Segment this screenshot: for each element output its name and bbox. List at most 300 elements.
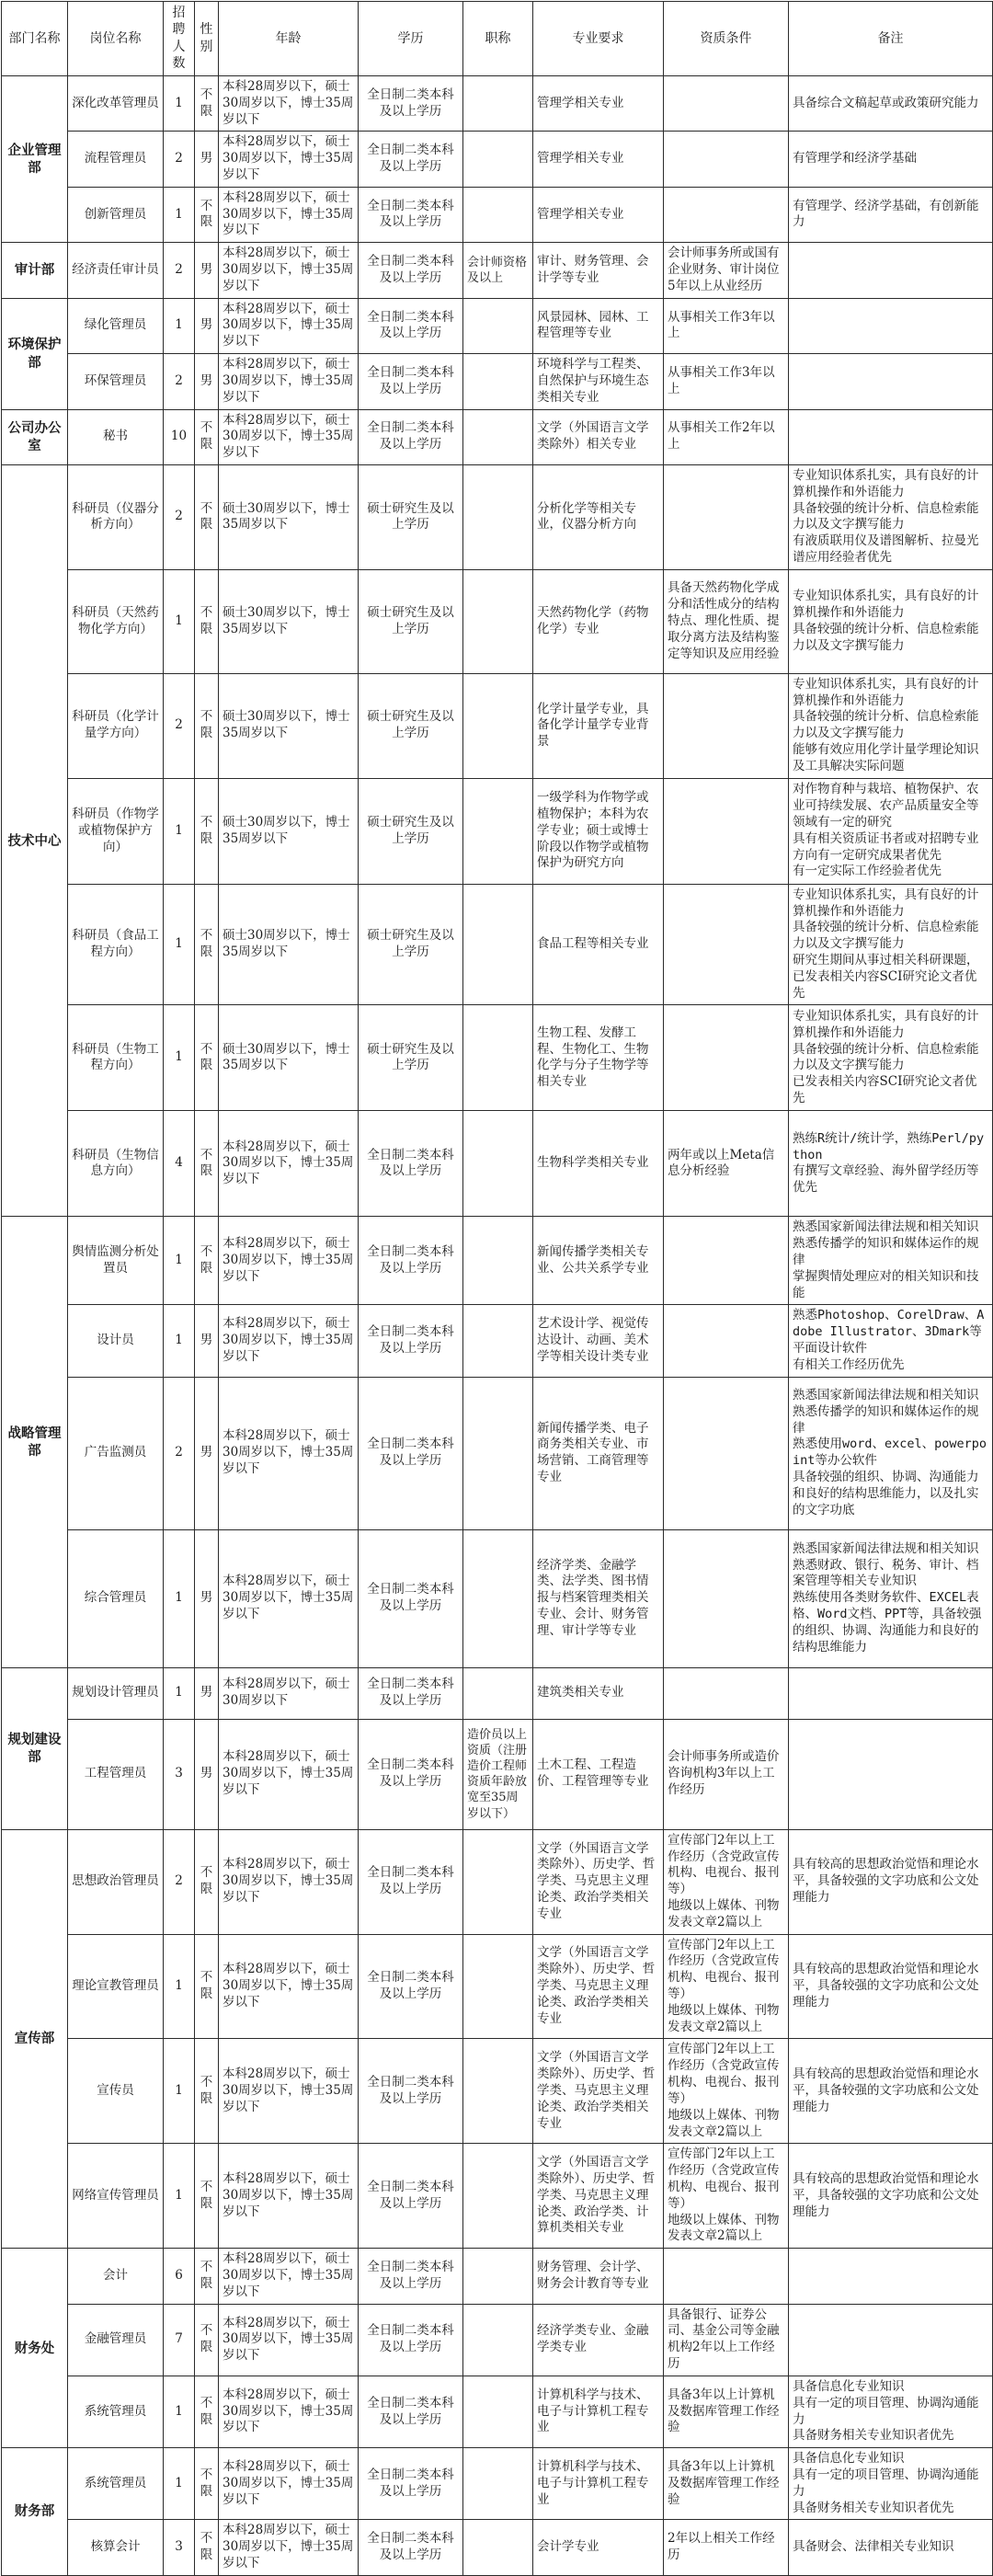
table-row [2, 1934, 993, 2039]
age-cell: 本科28周岁以下，硕士30周岁以下，博士35周岁以下 [219, 2144, 359, 2249]
sex-cell: 不限 [195, 2520, 219, 2575]
education-cell: 全日制二类本科及以上学历 [359, 1217, 463, 1305]
notes-cell-line: 具备较强的统计分析、信息检索能力以及文字撰写能力 [793, 709, 979, 741]
department-cell: 战略管理部 [2, 1217, 68, 1667]
count-cell: 3 [164, 1719, 195, 1829]
table-row [2, 1667, 993, 1719]
department-cell: 审计部 [2, 243, 68, 298]
notes-cell: 有管理学、经济学基础，有创新能力 [789, 187, 993, 242]
count-cell: 1 [164, 569, 195, 673]
table-row [2, 187, 993, 242]
qualification-cell [664, 2144, 789, 2249]
sex-cell: 不限 [195, 2448, 219, 2520]
notes-cell [789, 1217, 993, 1305]
notes-cell [789, 243, 993, 298]
title-cell [463, 884, 533, 1005]
education-cell: 全日制二类本科及以上学历 [359, 132, 463, 187]
position-cell: 会计 [68, 2249, 164, 2304]
position-cell: 科研员（食品工程方向） [68, 884, 164, 1005]
sex-cell: 男 [195, 298, 219, 353]
title-cell [463, 298, 533, 353]
sex-cell: 不限 [195, 673, 219, 778]
sex-cell: 男 [195, 1529, 219, 1667]
qualification-cell [664, 2249, 789, 2304]
notes-cell-line: 有液质联用仪及谱图解析、拉曼光谱应用经验者优先 [793, 533, 979, 565]
table-row [2, 298, 993, 353]
age-cell: 本科28周岁以下，硕士30周岁以下，博士35周岁以下 [219, 409, 359, 464]
sex-cell: 不限 [195, 464, 219, 569]
major-cell: 财务管理、会计学、财务会计教育等专业 [533, 2249, 664, 2304]
table-row [2, 2520, 993, 2575]
notes-cell-line: 专业知识体系扎实，具有良好的计算机操作和外语能力 [793, 467, 979, 499]
table-row [2, 1529, 993, 1667]
title-cell [463, 1305, 533, 1377]
notes-cell-line: 研究生期间从事过相关科研课题，已发表相关内容SCI研究论文者优先 [793, 952, 979, 1001]
major-cell: 新闻传播学类相关专业、公共关系学专业 [533, 1217, 664, 1305]
notes-cell-line: 专业知识体系扎实，具有良好的计算机操作和外语能力 [793, 676, 979, 708]
position-cell: 绿化管理员 [68, 298, 164, 353]
count-cell: 1 [164, 2144, 195, 2249]
count-cell: 10 [164, 409, 195, 464]
qualification-cell-line: 地级以上媒体、刊物发表文章2篇以上 [668, 2002, 780, 2034]
header-major: 专业要求 [533, 2, 664, 76]
header-position: 岗位名称 [68, 2, 164, 76]
notes-cell-line: 具备财务相关专业知识者优先 [793, 2500, 954, 2515]
title-cell: 造价员以上资质（注册造价工程师资质年龄放宽至35周岁以下） [463, 1719, 533, 1829]
age-cell: 本科28周岁以下，硕士30周岁以下，博士35周岁以下 [219, 1719, 359, 1829]
department-cell: 财务处 [2, 2249, 68, 2448]
notes-cell-line: 专业知识体系扎实，具有良好的计算机操作和外语能力 [793, 887, 979, 919]
notes-cell [789, 884, 993, 1005]
notes-cell: 有管理学和经济学基础 [789, 132, 993, 187]
education-cell: 全日制二类本科及以上学历 [359, 2376, 463, 2447]
qualification-cell: 具备3年以上计算机及数据库管理工作经验 [664, 2448, 789, 2520]
notes-cell [789, 1719, 993, 1829]
title-cell [463, 1667, 533, 1719]
qualification-cell-line: 地级以上媒体、刊物发表文章2篇以上 [668, 2212, 780, 2244]
table-row [2, 884, 993, 1005]
education-cell: 全日制二类本科及以上学历 [359, 1529, 463, 1667]
major-cell: 一级学科为作物学或植物保护；本科为农学专业；硕士或博士阶段以作物学或植物保护为研究方向 [533, 778, 664, 884]
position-cell: 核算会计 [68, 2520, 164, 2575]
major-cell: 经济学类、金融学类、法学类、图书情报与档案管理类相关专业、会计、财务管理、审计学等专业 [533, 1529, 664, 1667]
age-cell: 本科28周岁以下，硕士30周岁以下，博士35周岁以下 [219, 1529, 359, 1667]
sex-cell: 不限 [195, 2304, 219, 2376]
title-cell [463, 2304, 533, 2376]
age-cell: 硕士30周岁以下，博士35周岁以下 [219, 464, 359, 569]
notes-cell [789, 2448, 993, 2520]
age-cell: 本科28周岁以下，硕士30周岁以下，博士35周岁以下 [219, 243, 359, 298]
qualification-cell: 从事相关工作3年以上 [664, 298, 789, 353]
education-cell: 全日制二类本科及以上学历 [359, 2304, 463, 2376]
age-cell: 本科28周岁以下，硕士30周岁以下，博士35周岁以下 [219, 187, 359, 242]
department-cell: 规划建设部 [2, 1667, 68, 1829]
table-row [2, 1377, 993, 1529]
notes-cell-line: 具备较强的统计分析、信息检索能力以及文字撰写能力 [793, 500, 979, 532]
notes-cell [789, 1667, 993, 1719]
department-cell: 环境保护部 [2, 298, 68, 409]
qualification-cell [664, 187, 789, 242]
major-cell: 管理学相关专业 [533, 132, 664, 187]
table-row [2, 2144, 993, 2249]
notes-cell-line: 具备信息化专业知识 [793, 2451, 905, 2467]
header-notes: 备注 [789, 2, 993, 76]
education-cell: 全日制二类本科及以上学历 [359, 1305, 463, 1377]
education-cell: 全日制二类本科及以上学历 [359, 2249, 463, 2304]
sex-cell: 不限 [195, 569, 219, 673]
notes-cell-line: 专业知识体系扎实，具有良好的计算机操作和外语能力 [793, 1008, 979, 1040]
title-cell [463, 778, 533, 884]
header-sex: 性别 [195, 2, 219, 76]
department-cell: 公司办公室 [2, 409, 68, 464]
age-cell: 本科28周岁以下，硕士30周岁以下，博士35周岁以下 [219, 298, 359, 353]
major-cell: 建筑类相关专业 [533, 1667, 664, 1719]
major-cell: 管理学相关专业 [533, 75, 664, 131]
sex-cell: 不限 [195, 2039, 219, 2144]
title-cell [463, 464, 533, 569]
sex-cell: 男 [195, 1719, 219, 1829]
education-cell: 硕士研究生及以上学历 [359, 569, 463, 673]
table-row [2, 243, 993, 298]
qualification-cell: 从事相关工作3年以上 [664, 354, 789, 409]
education-cell: 全日制二类本科及以上学历 [359, 1829, 463, 1934]
department-cell: 技术中心 [2, 464, 68, 1216]
count-cell: 2 [164, 464, 195, 569]
position-cell: 深化改革管理员 [68, 75, 164, 131]
age-cell: 本科28周岁以下，硕士30周岁以下，博士35周岁以下 [219, 2520, 359, 2575]
position-cell: 科研员（化学计量学方向） [68, 673, 164, 778]
notes-cell-line: 有一定实际工作经验者优先 [793, 864, 942, 879]
notes-cell-line: 熟悉国家新闻法律法规和相关知识 [793, 1540, 979, 1556]
sex-cell: 男 [195, 132, 219, 187]
position-cell: 科研员（作物学或植物保护方向） [68, 778, 164, 884]
notes-cell [789, 2376, 993, 2447]
table-row [2, 1829, 993, 1934]
count-cell: 2 [164, 243, 195, 298]
major-cell: 文学（外国语言文学类除外）、历史学、哲学类、马克思主义理论类、政治学类相关专业 [533, 1829, 664, 1934]
recruitment-table [1, 1, 993, 2576]
title-cell: 会计师资格及以上 [463, 243, 533, 298]
education-cell: 全日制二类本科及以上学历 [359, 187, 463, 242]
count-cell: 7 [164, 2304, 195, 2376]
qualification-cell [664, 1667, 789, 1719]
title-cell [463, 2376, 533, 2447]
position-cell: 环保管理员 [68, 354, 164, 409]
age-cell: 硕士30周岁以下，博士35周岁以下 [219, 884, 359, 1005]
count-cell: 2 [164, 673, 195, 778]
notes-cell-line: 熟悉国家新闻法律法规和相关知识 [793, 1219, 979, 1235]
sex-cell: 不限 [195, 2249, 219, 2304]
header-count: 招聘人数 [164, 2, 195, 76]
sex-cell: 不限 [195, 1005, 219, 1111]
qualification-cell [664, 1829, 789, 1934]
table-row [2, 1719, 993, 1829]
major-cell: 管理学相关专业 [533, 187, 664, 242]
title-cell [463, 2520, 533, 2575]
table-row [2, 2448, 993, 2520]
notes-cell [789, 354, 993, 409]
notes-cell-line: 熟练使用各类财务软件、EXCEL表格、Word文档、PPT等，具备较强的组织、协调、沟通能力和良好的结构思维能力 [793, 1590, 982, 1654]
title-cell [463, 409, 533, 464]
title-cell [463, 1529, 533, 1667]
title-cell [463, 2249, 533, 2304]
count-cell: 1 [164, 187, 195, 242]
title-cell [463, 1217, 533, 1305]
sex-cell: 不限 [195, 1829, 219, 1934]
notes-cell-line: 熟悉财政、银行、税务、审计、档案管理等相关专业知识 [793, 1557, 979, 1589]
notes-cell-line: 具备财务相关专业知识者优先 [793, 2428, 954, 2444]
sex-cell: 不限 [195, 1217, 219, 1305]
count-cell: 2 [164, 1829, 195, 1934]
title-cell [463, 132, 533, 187]
education-cell: 硕士研究生及以上学历 [359, 673, 463, 778]
qualification-cell-line: 宣传部门2年以上工作经历（含党政宣传机构、电视台、报刊等） [668, 1832, 780, 1897]
title-cell [463, 1934, 533, 2039]
sex-cell: 不限 [195, 409, 219, 464]
count-cell: 1 [164, 778, 195, 884]
notes-cell-line: 有撰写文章经验、海外留学经历等优先 [793, 1163, 979, 1196]
count-cell: 1 [164, 2039, 195, 2144]
qualification-cell [664, 132, 789, 187]
notes-cell-line: 具有相关资质证书者或对招聘专业方向有一定研究成果者优先 [793, 830, 979, 863]
table-row [2, 1217, 993, 1305]
title-cell [463, 1111, 533, 1217]
qualification-cell: 会计师事务所或造价咨询机构3年以上工作经历 [664, 1719, 789, 1829]
position-cell: 理论宣教管理员 [68, 1934, 164, 2039]
title-cell [463, 2039, 533, 2144]
sex-cell: 男 [195, 1667, 219, 1719]
position-cell: 综合管理员 [68, 1529, 164, 1667]
education-cell: 全日制二类本科及以上学历 [359, 2039, 463, 2144]
notes-cell [789, 1529, 993, 1667]
age-cell: 本科28周岁以下，硕士30周岁以下，博士35周岁以下 [219, 354, 359, 409]
title-cell [463, 354, 533, 409]
table-row [2, 1305, 993, 1377]
table-header-row [2, 2, 993, 76]
count-cell: 2 [164, 132, 195, 187]
notes-cell: 具备财会、法律相关专业知识 [789, 2520, 993, 2575]
education-cell: 全日制二类本科及以上学历 [359, 298, 463, 353]
major-cell: 艺术设计学、视觉传达设计、动画、美术学等相关设计类专业 [533, 1305, 664, 1377]
count-cell: 1 [164, 1529, 195, 1667]
education-cell: 硕士研究生及以上学历 [359, 884, 463, 1005]
major-cell: 化学计量学专业，具备化学计量学专业背景 [533, 673, 664, 778]
qualification-cell: 会计师事务所或国有企业财务、审计岗位5年以上从业经历 [664, 243, 789, 298]
position-cell: 科研员（生物工程方向） [68, 1005, 164, 1111]
table-row [2, 2249, 993, 2304]
count-cell: 1 [164, 2448, 195, 2520]
education-cell: 硕士研究生及以上学历 [359, 778, 463, 884]
notes-cell-line: 具备信息化专业知识 [793, 2378, 905, 2394]
major-cell: 分析化学等相关专业，仪器分析方向 [533, 464, 664, 569]
notes-cell: 具有较高的思想政治觉悟和理论水平，具备较强的文字功底和公文处理能力 [789, 2144, 993, 2249]
title-cell [463, 187, 533, 242]
table-row [2, 2039, 993, 2144]
qualification-cell [664, 1377, 789, 1529]
position-cell: 舆情监测分析处置员 [68, 1217, 164, 1305]
sex-cell: 不限 [195, 778, 219, 884]
age-cell: 硕士30周岁以下，博士35周岁以下 [219, 673, 359, 778]
position-cell: 系统管理员 [68, 2376, 164, 2447]
sex-cell: 不限 [195, 1111, 219, 1217]
major-cell: 风景园林、园林、工程管理等专业 [533, 298, 664, 353]
notes-cell [789, 1005, 993, 1111]
age-cell: 本科28周岁以下，硕士30周岁以下，博士35周岁以下 [219, 1377, 359, 1529]
major-cell: 土木工程、工程造价、工程管理等专业 [533, 1719, 664, 1829]
header-age: 年龄 [219, 2, 359, 76]
notes-cell-line: 具有一定的项目管理、协调沟通能力 [793, 2395, 979, 2427]
table-row [2, 1005, 993, 1111]
position-cell: 金融管理员 [68, 2304, 164, 2376]
notes-cell: 具有较高的思想政治觉悟和理论水平，具备较强的文字功底和公文处理能力 [789, 1934, 993, 2039]
header-qualification: 资质条件 [664, 2, 789, 76]
age-cell: 本科28周岁以下，硕士30周岁以下，博士35周岁以下 [219, 75, 359, 131]
education-cell: 全日制二类本科及以上学历 [359, 1111, 463, 1217]
notes-cell-line: 具备较强的统计分析、信息检索能力以及文字撰写能力 [793, 920, 979, 952]
age-cell: 硕士30周岁以下，博士35周岁以下 [219, 1005, 359, 1111]
count-cell: 1 [164, 298, 195, 353]
major-cell: 文学（外国语言文学类除外）相关专业 [533, 409, 664, 464]
department-cell: 宣传部 [2, 1829, 68, 2249]
count-cell: 2 [164, 1377, 195, 1529]
position-cell: 流程管理员 [68, 132, 164, 187]
qualification-cell-line: 宣传部门2年以上工作经历（含党政宣传机构、电视台、报刊等） [668, 2042, 780, 2106]
title-cell [463, 1829, 533, 1934]
count-cell: 1 [164, 884, 195, 1005]
age-cell: 硕士30周岁以下，博士35周岁以下 [219, 569, 359, 673]
major-cell: 环境科学与工程类、自然保护与环境生态类相关专业 [533, 354, 664, 409]
age-cell: 本科28周岁以下，硕士30周岁以下，博士35周岁以下 [219, 1934, 359, 2039]
major-cell: 新闻传播学类、电子商务类相关专业、市场营销、工商管理等专业 [533, 1377, 664, 1529]
position-cell: 宣传员 [68, 2039, 164, 2144]
table-row [2, 673, 993, 778]
major-cell: 审计、财务管理、会计学等专业 [533, 243, 664, 298]
qualification-cell-line: 地级以上媒体、刊物发表文章2篇以上 [668, 1897, 780, 1929]
qualification-cell [664, 1529, 789, 1667]
age-cell: 本科28周岁以下，硕士30周岁以下，博士35周岁以下 [219, 2376, 359, 2447]
notes-cell [789, 778, 993, 884]
education-cell: 硕士研究生及以上学历 [359, 464, 463, 569]
count-cell: 1 [164, 1005, 195, 1111]
qualification-cell: 两年或以上Meta信息分析经验 [664, 1111, 789, 1217]
notes-cell-line: 具备较强的统计分析、信息检索能力以及文字撰写能力 [793, 1041, 979, 1073]
header-title: 职称 [463, 2, 533, 76]
notes-cell-line: 已发表相关内容SCI研究论文者优先 [793, 1074, 977, 1105]
position-cell: 秘书 [68, 409, 164, 464]
education-cell: 全日制二类本科及以上学历 [359, 1719, 463, 1829]
age-cell: 本科28周岁以下，硕士30周岁以下，博士35周岁以下 [219, 1829, 359, 1934]
position-cell: 创新管理员 [68, 187, 164, 242]
title-cell [463, 2144, 533, 2249]
sex-cell: 不限 [195, 884, 219, 1005]
table-row [2, 1111, 993, 1217]
qualification-cell: 具备3年以上计算机及数据库管理工作经验 [664, 2376, 789, 2447]
major-cell: 食品工程等相关专业 [533, 884, 664, 1005]
table-row [2, 132, 993, 187]
age-cell: 本科28周岁以下，硕士30周岁以下，博士35周岁以下 [219, 1217, 359, 1305]
position-cell: 思想政治管理员 [68, 1829, 164, 1934]
qualification-cell [664, 75, 789, 131]
notes-cell [789, 1111, 993, 1217]
notes-cell-line: 有相关工作经历优先 [793, 1357, 905, 1372]
position-cell: 网络宣传管理员 [68, 2144, 164, 2249]
notes-cell-line: 具有一定的项目管理、协调沟通能力 [793, 2467, 979, 2499]
position-cell: 经济责任审计员 [68, 243, 164, 298]
notes-cell [789, 1377, 993, 1529]
age-cell: 本科28周岁以下，硕士30周岁以下，博士35周岁以下 [219, 2304, 359, 2376]
age-cell: 本科28周岁以下，硕士30周岁以下，博士35周岁以下 [219, 2249, 359, 2304]
major-cell: 文学（外国语言文学类除外）、历史学、哲学类、马克思主义理论类、政治学类相关专业 [533, 2039, 664, 2144]
sex-cell: 不限 [195, 187, 219, 242]
header-department: 部门名称 [2, 2, 68, 76]
education-cell: 全日制二类本科及以上学历 [359, 1934, 463, 2039]
position-cell: 科研员（天然药物化学方向） [68, 569, 164, 673]
qualification-cell [664, 673, 789, 778]
major-cell: 文学（外国语言文学类除外）、历史学、哲学类、马克思主义理论类、政治学类、计算机类相关专业 [533, 2144, 664, 2249]
qualification-cell [664, 1217, 789, 1305]
recruitment-page [0, 1, 993, 2570]
title-cell [463, 673, 533, 778]
sex-cell: 不限 [195, 1934, 219, 2039]
notes-cell [789, 409, 993, 464]
table-row [2, 569, 993, 673]
count-cell: 1 [164, 1667, 195, 1719]
count-cell: 3 [164, 2520, 195, 2575]
qualification-cell-line: 宣传部门2年以上工作经历（含党政宣传机构、电视台、报刊等） [668, 1937, 780, 2001]
qualification-cell [664, 1005, 789, 1111]
title-cell [463, 569, 533, 673]
notes-cell-line: 掌握舆情处理应对的相关知识和技能 [793, 1268, 979, 1300]
education-cell: 全日制二类本科及以上学历 [359, 1667, 463, 1719]
qualification-cell [664, 1305, 789, 1377]
age-cell: 本科28周岁以下，硕士30周岁以下，博士35周岁以下 [219, 1305, 359, 1377]
notes-cell: 具有较高的思想政治觉悟和理论水平，具备较强的文字功底和公文处理能力 [789, 2039, 993, 2144]
notes-cell: 具备综合文稿起草或政策研究能力 [789, 75, 993, 131]
major-cell: 计算机科学与技术、电子与计算机工程专业 [533, 2448, 664, 2520]
age-cell: 本科28周岁以下，硕士30周岁以下，博士35周岁以下 [219, 2448, 359, 2520]
education-cell: 硕士研究生及以上学历 [359, 1005, 463, 1111]
age-cell: 本科28周岁以下，硕士30周岁以下，博士35周岁以下 [219, 2039, 359, 2144]
qualification-cell [664, 778, 789, 884]
major-cell: 计算机科学与技术、电子与计算机工程专业 [533, 2376, 664, 2447]
notes-cell-line: 专业知识体系扎实，具有良好的计算机操作和外语能力 [793, 589, 979, 620]
sex-cell: 男 [195, 243, 219, 298]
education-cell: 全日制二类本科及以上学历 [359, 2520, 463, 2575]
qualification-cell-line: 宣传部门2年以上工作经历（含党政宣传机构、电视台、报刊等） [668, 2147, 780, 2211]
position-cell: 工程管理员 [68, 1719, 164, 1829]
title-cell [463, 75, 533, 131]
major-cell: 天然药物化学（药物化学）专业 [533, 569, 664, 673]
table-row [2, 464, 993, 569]
table-row [2, 354, 993, 409]
major-cell: 生物工程、发酵工程、生物化工、生物化学与分子生物学等相关专业 [533, 1005, 664, 1111]
notes-cell: 具有较高的思想政治觉悟和理论水平，具备较强的文字功底和公文处理能力 [789, 1829, 993, 1934]
notes-cell-line: 熟悉使用word、excel、powerpoint等办公软件 [793, 1437, 987, 1469]
education-cell: 全日制二类本科及以上学历 [359, 354, 463, 409]
title-cell [463, 1005, 533, 1111]
qualification-cell [664, 2039, 789, 2144]
count-cell: 1 [164, 1217, 195, 1305]
education-cell: 全日制二类本科及以上学历 [359, 2144, 463, 2249]
position-cell: 规划设计管理员 [68, 1667, 164, 1719]
sex-cell: 不限 [195, 2144, 219, 2249]
position-cell: 科研员（仪器分析方向） [68, 464, 164, 569]
count-cell: 1 [164, 1934, 195, 2039]
count-cell: 6 [164, 2249, 195, 2304]
notes-cell-line: 具备较强的统计分析、信息检索能力以及文字撰写能力 [793, 621, 979, 653]
age-cell: 本科28周岁以下，硕士30周岁以下 [219, 1667, 359, 1719]
major-cell: 经济学类专业、金融学类专业 [533, 2304, 664, 2376]
